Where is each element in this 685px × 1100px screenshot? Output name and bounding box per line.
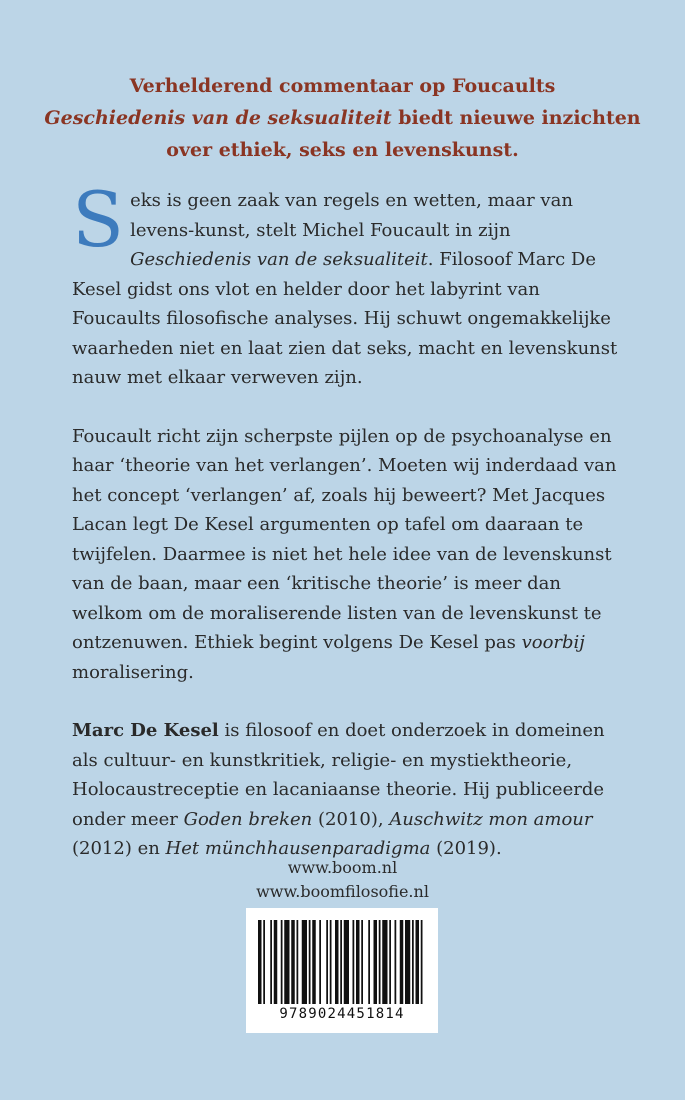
drop-cap: S xyxy=(72,175,125,264)
intro-text-b: . Filosoof Marc De Kesel gidst ons vlot en helder door het labyrint van Foucaults filosofische analyses. Hij schuwt ongemakkelijke waarheden niet en laat zien dat seks, macht en levenskunst nauw met elkaar verweven zijn. xyxy=(72,249,618,388)
second-paragraph xyxy=(72,422,632,688)
second-italic-word: voorbij xyxy=(521,632,585,653)
author-year-2: (2012) en xyxy=(72,838,166,859)
barcode-bar xyxy=(312,920,316,1004)
tagline xyxy=(40,70,645,166)
barcode-bar xyxy=(297,920,299,1004)
barcode-bar xyxy=(258,920,262,1004)
author-book-2: Auschwitz mon amour xyxy=(389,808,593,830)
barcode-bar xyxy=(389,920,391,1004)
barcode-bar xyxy=(382,920,387,1004)
tagline-line-2-rest: biedt nieuwe inzichten xyxy=(391,107,641,129)
barcode-bar xyxy=(405,920,410,1004)
author-year-3: (2019). xyxy=(430,838,502,859)
barcode-bar xyxy=(281,920,283,1004)
intro-paragraph xyxy=(72,175,632,393)
tagline-line-1: Verhelderend commentaar op Foucaults xyxy=(129,75,556,97)
author-book-1: Goden breken xyxy=(183,808,313,830)
barcode-bar xyxy=(302,920,307,1004)
footer-links xyxy=(0,856,685,904)
author-paragraph xyxy=(72,716,632,864)
barcode-bar xyxy=(356,920,360,1004)
barcode-bar xyxy=(344,920,349,1004)
link-boom[interactable]: www.boom.nl xyxy=(287,858,398,877)
barcode xyxy=(246,908,438,1033)
intro-text-a: eks is geen zaak van regels en wetten, maar van levens-kunst, stelt Michel Foucault in zijn xyxy=(130,190,573,241)
author-text-a: is filosoof en doet onderzoek in domeinen als cultuur- en kunstkritiek, religie- en mystiektheorie, Holocaustreceptie en lacaniaanse theorie. Hij publiceerde onder meer xyxy=(72,720,605,830)
barcode-bar xyxy=(368,920,370,1004)
barcode-bar xyxy=(326,920,328,1004)
barcode-bar xyxy=(340,920,342,1004)
barcode-bar xyxy=(274,920,278,1004)
link-boomfilosofie[interactable]: www.boomfilosofie.nl xyxy=(256,882,429,901)
barcode-bar xyxy=(379,920,381,1004)
author-name: Marc De Kesel xyxy=(72,720,219,741)
barcode-bar xyxy=(361,920,363,1004)
barcode-bar xyxy=(291,920,295,1004)
tagline-line-2 xyxy=(40,102,645,134)
barcode-bar xyxy=(416,920,420,1004)
barcode-bar xyxy=(270,920,272,1004)
barcode-bar xyxy=(353,920,355,1004)
barcode-bar xyxy=(284,920,289,1004)
barcode-bar xyxy=(263,920,265,1004)
barcode-bar xyxy=(421,920,423,1004)
barcode-bar xyxy=(309,920,311,1004)
tagline-book-title: Geschiedenis van de seksualiteit xyxy=(44,107,392,129)
barcode-bar xyxy=(374,920,378,1004)
barcode-bar xyxy=(319,920,321,1004)
tagline-line-3: over ethiek, seks en levenskunst. xyxy=(166,139,519,161)
barcode-digits: 9789024451814 xyxy=(279,1006,405,1022)
barcode-bar xyxy=(335,920,339,1004)
barcode-bars xyxy=(256,920,428,1004)
author-year-1: (2010), xyxy=(312,808,390,830)
intro-book-title: Geschiedenis van de seksualiteit xyxy=(130,249,428,270)
barcode-bar xyxy=(395,920,397,1004)
second-text-b: moralisering. xyxy=(72,661,194,683)
barcode-bar xyxy=(412,920,414,1004)
barcode-bar xyxy=(330,920,332,1004)
barcode-bar xyxy=(400,920,404,1004)
author-book-3: Het münchhausenparadigma xyxy=(165,838,431,859)
second-text-a: Foucault richt zijn scherpste pijlen op de psychoanalyse en haar ‘theorie van het verlangen’. Moeten wij inderdaad van het concept ‘verlangen’ af, zoals hij beweert? Met Jacques Lacan legt De Kesel argumenten op tafel om daaraan te twijfelen. Daarmee is niet het hele idee van de levenskunst van de baan, maar een ‘kritische theorie’ is meer dan welkom om de moraliserende listen van de levenskunst te ontzenuwen. Ethiek begint volgens De Kesel pas xyxy=(72,425,617,653)
blurb xyxy=(72,175,632,893)
